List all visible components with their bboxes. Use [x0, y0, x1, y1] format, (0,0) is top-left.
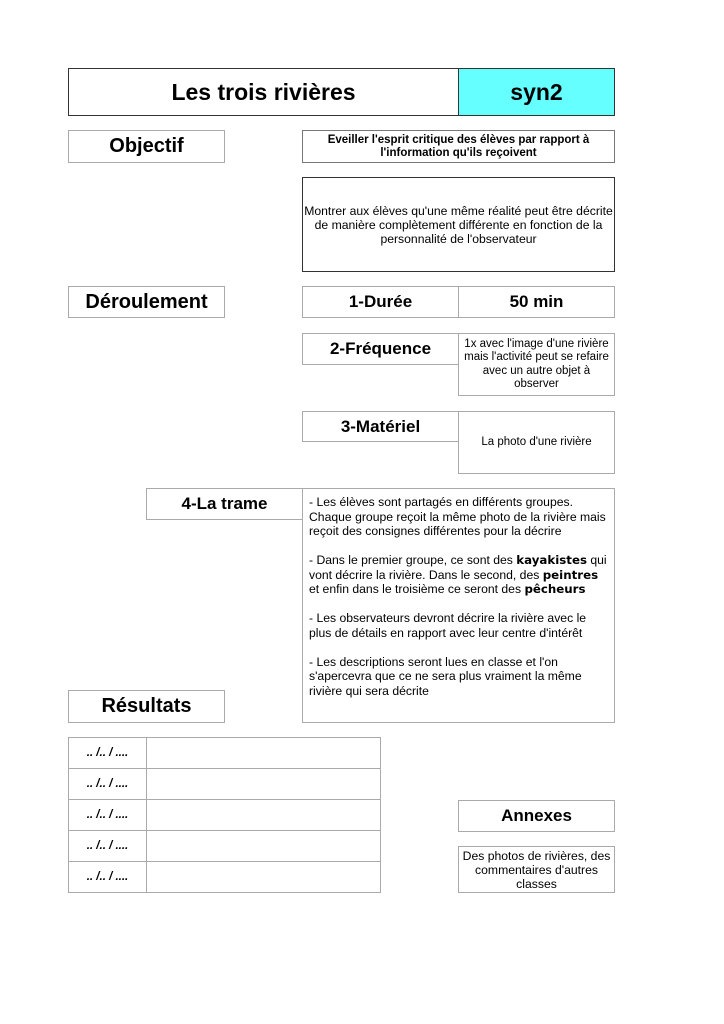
trame-paragraph-1: - Les élèves sont partagés en différents groupes. Chaque groupe reçoit la même photo de la rivière mais reçoit des consignes différentes pour la décrire	[309, 495, 606, 538]
trame-paragraph-3: - Les observateurs devront décrire la rivière avec le plus de détails en rapport avec leur centre d'intérêt	[309, 611, 587, 640]
objectif-main-text: Eveiller l'esprit critique des élèves par rapport à l'information qu'ils reçoivent	[302, 130, 615, 163]
result-note[interactable]	[147, 862, 381, 893]
table-row	[69, 738, 381, 769]
objectif-description: Montrer aux élèves qu'une même réalité peut être décrite de manière complètement différente en fonction de la personnalité de l'observateur	[302, 177, 615, 272]
table-row	[69, 831, 381, 862]
results-table	[68, 737, 381, 893]
frequence-value: 1x avec l'image d'une rivière mais l'activité peut se refaire avec un autre objet à observer	[458, 333, 615, 396]
annexes-heading: Annexes	[458, 800, 615, 832]
trame-text	[302, 488, 615, 723]
result-note[interactable]	[147, 738, 381, 769]
result-date[interactable]: .. /.. / ....	[69, 800, 147, 831]
keyword-kayakistes: kayakistes	[516, 553, 587, 567]
trame-paragraph-2	[309, 553, 608, 597]
objectif-heading: Objectif	[68, 130, 225, 163]
duree-label: 1-Durée	[302, 286, 459, 318]
materiel-label: 3-Matériel	[302, 411, 459, 442]
result-date[interactable]: .. /.. / ....	[69, 831, 147, 862]
document-title: Les trois rivières	[68, 68, 459, 116]
result-date[interactable]: .. /.. / ....	[69, 862, 147, 893]
materiel-value: La photo d'une rivière	[458, 411, 615, 474]
duree-value: 50 min	[458, 286, 615, 318]
annexes-description: Des photos de rivières, des commentaires d'autres classes	[458, 846, 615, 893]
table-row	[69, 862, 381, 893]
resultats-heading: Résultats	[68, 690, 225, 723]
frequence-label: 2-Fréquence	[302, 333, 459, 365]
trame-paragraph-4: - Les descriptions seront lues en classe et l'on s'apercevra que ce ne sera plus vraiment la même rivière qui sera décrite	[309, 654, 582, 698]
deroulement-heading: Déroulement	[68, 286, 225, 318]
trame-label: 4-La trame	[146, 488, 303, 520]
table-row	[69, 769, 381, 800]
trame-text-span: - Dans le premier groupe, ce sont des	[309, 553, 517, 567]
keyword-pecheurs: pêcheurs	[524, 582, 586, 596]
trame-text-span: qui vont décrire la rivière. Dans le second, des	[309, 553, 607, 582]
result-date[interactable]: .. /.. / ....	[69, 738, 147, 769]
result-note[interactable]	[147, 800, 381, 831]
result-note[interactable]	[147, 769, 381, 800]
keyword-peintres: peintres	[542, 567, 599, 582]
document-code-badge: syn2	[458, 68, 615, 116]
trame-text-span: et enfin dans le troisième ce seront des	[309, 582, 525, 596]
result-date[interactable]: .. /.. / ....	[69, 769, 147, 800]
result-note[interactable]	[147, 831, 381, 862]
table-row	[69, 800, 381, 831]
